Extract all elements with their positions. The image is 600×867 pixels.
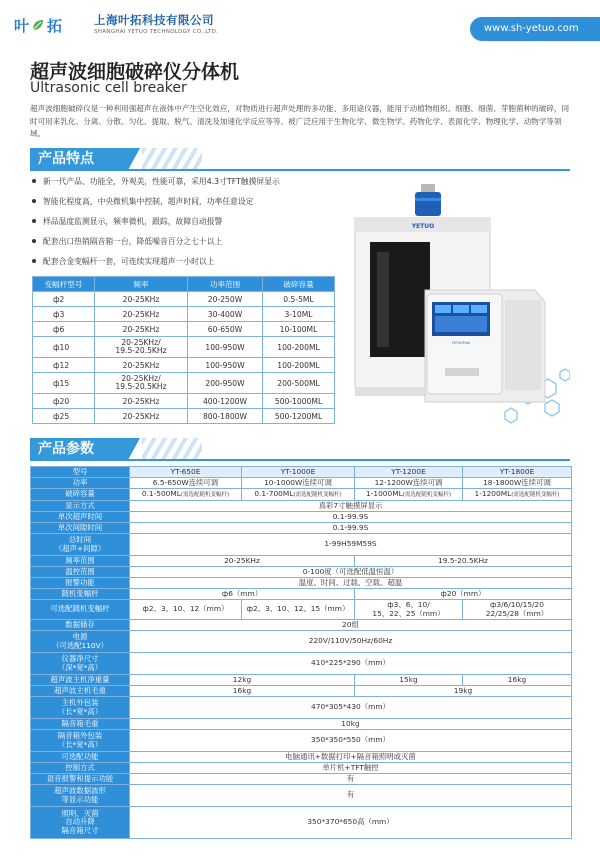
horn-table-header — [33, 277, 335, 292]
table-cell: ф2 — [33, 292, 95, 307]
logo-char1: 叶 — [14, 16, 30, 35]
table-row — [31, 686, 572, 697]
table-cell: 有 — [130, 774, 572, 785]
table-row — [31, 620, 572, 631]
table-row — [33, 394, 335, 409]
feature-item: 智能化程度高，中央微机集中控制，超声时间，功率任意设定 — [32, 196, 254, 207]
table-row — [31, 785, 572, 807]
table-cell: 60-650W — [188, 322, 263, 337]
product-title-en: Ultrasonic cell breaker — [30, 80, 187, 96]
banner-line — [30, 459, 570, 461]
capacity-note: (需选配随机变幅杆) — [402, 491, 451, 498]
panel-brand: YETUOPUAI — [451, 341, 471, 345]
capacity-note: (需选配随机变幅杆) — [180, 491, 230, 498]
table-cell: ф25 — [33, 409, 95, 424]
table-cell: 10kg — [130, 719, 572, 730]
table-cell: 30-400W — [188, 307, 263, 322]
banner-stripes — [142, 438, 202, 460]
row-label: 超声波主机净重量 — [31, 675, 130, 686]
table-cell: 19.5-20.5KHz — [355, 556, 572, 567]
table-cell: ф12 — [33, 358, 95, 373]
table-cell: 0.1-99.9S — [130, 512, 572, 523]
row-label: 报警功能 — [31, 578, 130, 589]
table-cell: 20-25KHz/ 19.5-20.5KHz — [95, 373, 188, 394]
table-row — [31, 467, 572, 478]
website-url[interactable]: www.sh-yetuo.com — [470, 17, 600, 41]
table-row — [31, 567, 572, 578]
table-cell — [463, 489, 572, 501]
table-cell: 20-25KHz/ 19.5-20.5KHz — [95, 337, 188, 358]
row-label: 可选配随机变幅杆 — [31, 600, 130, 620]
table-cell: 100-950W — [188, 358, 263, 373]
table-cell: 0.5-5ML — [263, 292, 335, 307]
table-cell: 400-1200W — [188, 394, 263, 409]
row-label: 超声波主机毛重 — [31, 686, 130, 697]
feature-item: 配套出口热销隔音箱一台，降低噪音百分之七十以上 — [32, 236, 222, 247]
table-cell: 18-1800W连续可调 — [463, 478, 572, 489]
table-cell: 20-25KHz — [95, 358, 188, 373]
feature-item: 样品温度监测显示，频率微机，跟踪，故障自动报警 — [32, 216, 222, 227]
company-logo — [14, 12, 62, 38]
table-cell: 800-1800W — [188, 409, 263, 424]
table-cell: 500-1000ML — [263, 394, 335, 409]
table-cell: ф10 — [33, 337, 95, 358]
table-cell: 20-25KHz — [95, 394, 188, 409]
params-table — [30, 466, 572, 839]
table-row — [31, 631, 572, 653]
table-cell: 20-25KHz — [95, 292, 188, 307]
company-name-en: SHANGHAI YETUO TECHNOLOGY CO.,LTD. — [94, 29, 219, 35]
machine-illustration — [335, 172, 570, 427]
table-cell: 0.1-99.9S — [130, 523, 572, 534]
table-cell: ф2、3、10、12、15（mm） — [242, 600, 355, 620]
row-label: 主机外包装 （长*宽*高） — [31, 697, 130, 719]
table-cell: 20-25KHz — [95, 307, 188, 322]
table-cell: 20-25KHz — [95, 409, 188, 424]
table-row — [31, 534, 572, 556]
banner-line — [30, 169, 570, 171]
row-label: 隔音箱毛重 — [31, 719, 130, 730]
row-label: 可选配功能 — [31, 752, 130, 763]
table-cell: 16kg — [463, 675, 572, 686]
table-cell: 350*350*550（mm） — [130, 730, 572, 752]
table-cell: 410*225*290（mm） — [130, 653, 572, 675]
table-cell: ф6（mm） — [130, 589, 355, 600]
row-label: 随机变幅杆 — [31, 589, 130, 600]
table-cell: 100-950W — [188, 337, 263, 358]
params-title: 产品参数 — [30, 438, 128, 460]
table-cell: YT-1200E — [355, 467, 463, 478]
row-label: 超声波数据波形 等显示功能 — [31, 785, 130, 807]
row-label: 语音报警和提示功能 — [31, 774, 130, 785]
feature-item: 新一代产品、功能全，外观美，性能可靠，采用4.3寸TFT触摸屏显示 — [32, 176, 280, 187]
table-row — [31, 512, 572, 523]
table-cell: 单片机+TFT触控 — [130, 763, 572, 774]
table-cell: 470*305*430（mm） — [130, 697, 572, 719]
row-label: 破碎容量 — [31, 489, 130, 501]
table-row — [31, 578, 572, 589]
table-cell: ф3、6、10/ 15、22、25（mm） — [355, 600, 463, 620]
table-cell: YT-1800E — [463, 467, 572, 478]
table-row — [31, 719, 572, 730]
table-cell: ф6 — [33, 322, 95, 337]
row-label: 频率范围 — [31, 556, 130, 567]
row-label: 照明、灭菌 自动升降 隔音箱尺寸 — [31, 807, 130, 839]
capacity-value: 0.1-700ML — [254, 488, 294, 498]
table-cell: 有 — [130, 785, 572, 807]
horn-spec-table — [32, 276, 335, 424]
table-cell: 100-200ML — [263, 337, 335, 358]
capacity-note: (需选配随机变幅杆) — [511, 491, 560, 498]
table-row — [33, 409, 335, 424]
params-banner — [30, 438, 570, 460]
table-cell: 15kg — [355, 675, 463, 686]
row-label: 温控范围 — [31, 567, 130, 578]
table-cell: ф3/6/10/15/20 22/25/28（mm） — [463, 600, 572, 620]
table-cell: YT-650E — [130, 467, 242, 478]
table-row — [31, 600, 572, 620]
table-cell: 20-25KHz — [130, 556, 355, 567]
table-cell — [242, 489, 355, 501]
column-header: 频率 — [95, 277, 188, 292]
column-header: 功率范围 — [188, 277, 263, 292]
row-label: 仪器净尺寸 （深*宽*高） — [31, 653, 130, 675]
page-header — [0, 0, 600, 54]
table-row — [31, 523, 572, 534]
table-row — [31, 730, 572, 752]
table-cell: 350*370*650高（mm） — [130, 807, 572, 839]
table-cell: ф20 — [33, 394, 95, 409]
table-row — [31, 763, 572, 774]
table-cell: 20-250W — [188, 292, 263, 307]
table-cell — [130, 489, 242, 501]
capacity-value: 1-1200ML — [474, 488, 512, 498]
table-cell: 220V/110V/50Hz/60Hz — [130, 631, 572, 653]
column-header: 破碎容量 — [263, 277, 335, 292]
table-cell: 100-200ML — [263, 358, 335, 373]
table-cell: 20组 — [130, 620, 572, 631]
product-title-cn: 超声波细胞破碎仪分体机 — [30, 61, 240, 83]
table-cell: 1-99H59M59S — [130, 534, 572, 556]
table-row — [31, 653, 572, 675]
company-name — [94, 12, 218, 35]
table-row — [31, 752, 572, 763]
table-row — [31, 589, 572, 600]
row-label: 单次超声时间 — [31, 512, 130, 523]
table-row — [33, 307, 335, 322]
table-cell: 电脑通讯+数据打印+隔音箱照明或灭菌 — [130, 752, 572, 763]
column-header: 变幅杆型号 — [33, 277, 95, 292]
row-label: 单次间隙时间 — [31, 523, 130, 534]
row-label: 电源 （可选配110V） — [31, 631, 130, 653]
table-row — [31, 807, 572, 839]
table-cell: YT-1000E — [242, 467, 355, 478]
table-row — [33, 373, 335, 394]
row-label: 数据储存 — [31, 620, 130, 631]
machine-brand: YETUO — [411, 223, 435, 230]
table-cell: 20-25KHz — [95, 322, 188, 337]
features-banner — [30, 148, 570, 170]
capacity-value: 0.1-500ML — [141, 488, 181, 498]
logo-char2: 拓 — [47, 16, 63, 35]
table-row — [33, 358, 335, 373]
table-row — [31, 697, 572, 719]
table-cell: ф3 — [33, 307, 95, 322]
row-label: 显示方式 — [31, 501, 130, 512]
table-row — [33, 322, 335, 337]
leaf-icon — [31, 18, 45, 32]
table-cell: 500-1200ML — [263, 409, 335, 424]
table-row — [33, 292, 335, 307]
table-row — [31, 501, 572, 512]
table-row — [33, 337, 335, 358]
row-label: 控制方式 — [31, 763, 130, 774]
table-row — [31, 675, 572, 686]
row-label: 型号 — [31, 467, 130, 478]
table-cell: 200-950W — [188, 373, 263, 394]
capacity-value: 1-1000ML — [366, 488, 403, 498]
table-cell: 6.5-650W连续可调 — [130, 478, 242, 489]
row-label: 隔音箱外包装 （长*宽*高） — [31, 730, 130, 752]
table-cell: ф15 — [33, 373, 95, 394]
product-intro: 超声波细胞破碎仪是一种利用强超声在液体中产生空化效应，对物质进行超声处理的多功能、多用途仪器，能用于动植物组织、细胞、细菌、芽胞菌种的破碎，同时可用来乳化、分离、分散、匀化、提取、脱气、清洗及加速化学反应等等。被广泛应用于生物化学、微生物学、药物化学、表面化学、物理化学、动物学等领域。 — [30, 104, 570, 138]
table-cell: 19kg — [355, 686, 572, 697]
table-cell: ф2、3、10、12（mm） — [130, 600, 242, 620]
table-row — [31, 556, 572, 567]
table-cell: 0-100度（可选配低温恒温） — [130, 567, 572, 578]
table-cell: 温度、时间、过载、空载、超温 — [130, 578, 572, 589]
table-cell: 10-1000W连续可调 — [242, 478, 355, 489]
table-cell: 真彩7寸触摸屏显示 — [130, 501, 572, 512]
table-cell: 12-1200W连续可调 — [355, 478, 463, 489]
table-row — [31, 478, 572, 489]
table-cell: 3-10ML — [263, 307, 335, 322]
capacity-note: (需选配随机变幅杆) — [293, 491, 342, 498]
features-title: 产品特点 — [30, 148, 128, 170]
table-cell: ф20（mm） — [355, 589, 572, 600]
table-row — [31, 489, 572, 501]
table-cell: 200-500ML — [263, 373, 335, 394]
table-cell: 12kg — [130, 675, 355, 686]
banner-stripes — [142, 148, 202, 170]
table-row — [31, 774, 572, 785]
table-cell: 16kg — [130, 686, 355, 697]
company-name-cn: 上海叶拓科技有限公司 — [94, 13, 214, 27]
table-cell — [355, 489, 463, 501]
row-label: 功率 — [31, 478, 130, 489]
table-cell: 10-100ML — [263, 322, 335, 337]
row-label: 总时间 （超声+间隙） — [31, 534, 130, 556]
feature-item: 配套合金变幅杆一套，可连续实现超声一小时以上 — [32, 256, 215, 267]
